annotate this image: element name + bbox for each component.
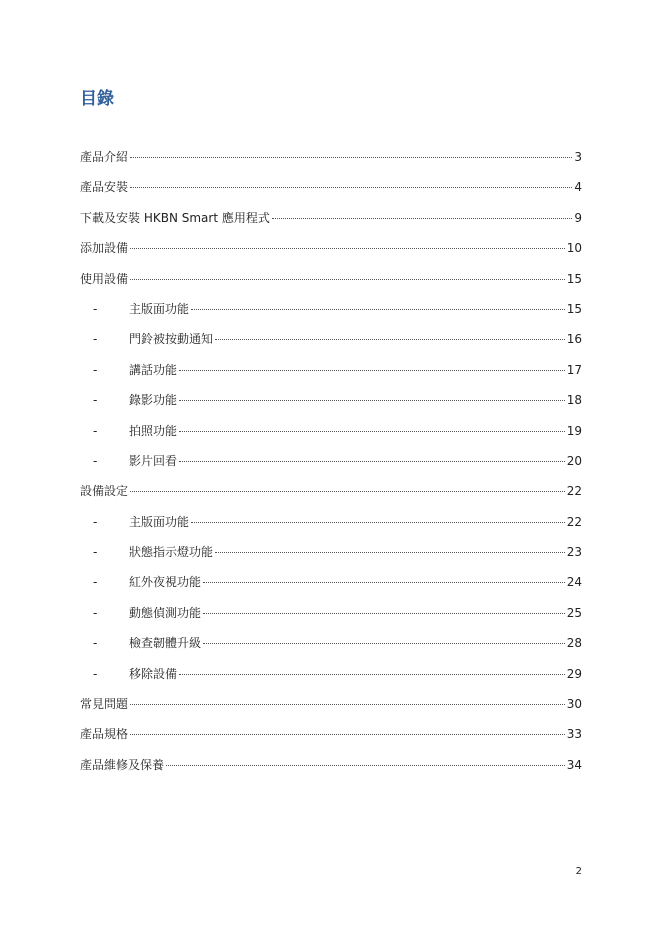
toc-sub-marker: - [93,575,98,590]
toc-entry[interactable] [80,572,582,602]
toc-entry-label: 下載及安裝 HKBN Smart 應用程式 [80,210,270,225]
toc-entry-label: 動態偵測功能 [129,605,202,620]
toc-entry-label: 拍照功能 [129,423,178,438]
toc-entry-page: 4 [574,180,582,195]
toc-entry[interactable] [80,755,582,785]
toc-sub-marker: - [93,423,98,438]
toc-title: 目錄 [80,89,114,109]
toc-entry[interactable] [80,481,582,511]
toc-entry[interactable] [80,664,582,694]
toc-entry-page: 15 [566,301,582,316]
toc-leader-dots [166,765,565,766]
toc-entry-label: 移除設備 [129,666,178,681]
toc-entry-page: 16 [566,332,582,347]
toc-sub-marker: - [93,545,98,560]
toc-entry-page: 34 [566,757,582,772]
toc-leader-dots [130,279,565,280]
toc-leader-dots [191,309,565,310]
toc-entry-label: 添加設備 [80,241,129,256]
toc-entry-page: 23 [566,545,582,560]
toc-entry-label: 產品介紹 [80,150,129,164]
toc-entry-label: 主版面功能 [129,301,190,316]
toc-entry-label: 講話功能 [129,362,178,377]
toc-entry[interactable] [80,421,582,451]
toc-entry-page: 15 [566,271,582,286]
toc-entry[interactable] [80,724,582,754]
toc-entry-page: 22 [566,514,582,529]
toc-entry[interactable] [80,329,582,359]
toc-sub-marker: - [93,666,98,681]
toc-leader-dots [203,582,565,583]
toc-entry[interactable] [80,694,582,724]
toc-leader-dots [179,431,565,432]
toc-sub-marker: - [93,514,98,529]
toc-leader-dots [130,248,565,249]
toc-entry[interactable] [80,512,582,542]
toc-entry-label: 狀態指示燈功能 [129,545,214,560]
toc-entry-label: 設備設定 [80,484,129,499]
toc-entry[interactable] [80,299,582,329]
toc-entry-page: 18 [566,393,582,408]
toc-sub-marker: - [93,636,98,651]
toc-entry-label: 錄影功能 [129,393,178,408]
toc-leader-dots [130,491,565,492]
table-of-contents [80,147,582,785]
toc-entry-page: 3 [574,150,582,164]
toc-entry-page: 17 [566,362,582,377]
toc-leader-dots [191,522,565,523]
toc-entry[interactable] [80,238,582,268]
toc-entry-page: 20 [566,453,582,468]
toc-entry-page: 29 [566,666,582,681]
toc-leader-dots [203,613,565,614]
toc-entry[interactable] [80,177,582,207]
toc-entry-label: 主版面功能 [129,514,190,529]
toc-entry-page: 9 [574,210,582,225]
toc-entry-page: 22 [566,484,582,499]
toc-entry[interactable] [80,147,582,177]
toc-entry-label: 產品維修及保養 [80,757,165,772]
toc-leader-dots [215,552,565,553]
toc-entry-page: 10 [566,241,582,256]
toc-sub-marker: - [93,362,98,377]
toc-leader-dots [130,704,565,705]
toc-leader-dots [179,674,565,675]
toc-entry-label: 紅外夜視功能 [129,575,202,590]
toc-leader-dots [130,187,572,188]
toc-leader-dots [179,400,565,401]
toc-entry[interactable] [80,603,582,633]
toc-entry[interactable] [80,269,582,299]
toc-leader-dots [130,157,572,158]
toc-entry[interactable] [80,360,582,390]
toc-entry-page: 19 [566,423,582,438]
toc-entry-label: 門鈴被按動通知 [129,332,214,347]
toc-entry-label: 產品規格 [80,727,129,742]
toc-leader-dots [179,461,565,462]
toc-entry-label: 產品安裝 [80,180,129,195]
toc-entry-page: 25 [566,605,582,620]
toc-entry[interactable] [80,208,582,238]
page-number: 2 [575,866,582,877]
toc-entry[interactable] [80,390,582,420]
toc-sub-marker: - [93,453,98,468]
toc-leader-dots [203,643,565,644]
toc-leader-dots [272,218,573,219]
toc-entry-page: 24 [566,575,582,590]
toc-entry-label: 使用設備 [80,271,129,286]
toc-sub-marker: - [93,332,98,347]
toc-leader-dots [179,370,565,371]
toc-entry[interactable] [80,633,582,663]
toc-entry[interactable] [80,542,582,572]
toc-leader-dots [130,734,565,735]
toc-entry-label: 影片回看 [129,453,178,468]
toc-sub-marker: - [93,301,98,316]
toc-leader-dots [215,339,565,340]
toc-sub-marker: - [93,393,98,408]
toc-entry[interactable] [80,451,582,481]
toc-entry-page: 33 [566,727,582,742]
toc-entry-label: 常見問題 [80,697,129,712]
toc-entry-page: 28 [566,636,582,651]
toc-entry-page: 30 [566,697,582,712]
toc-entry-label: 檢查韌體升級 [129,636,202,651]
toc-sub-marker: - [93,605,98,620]
